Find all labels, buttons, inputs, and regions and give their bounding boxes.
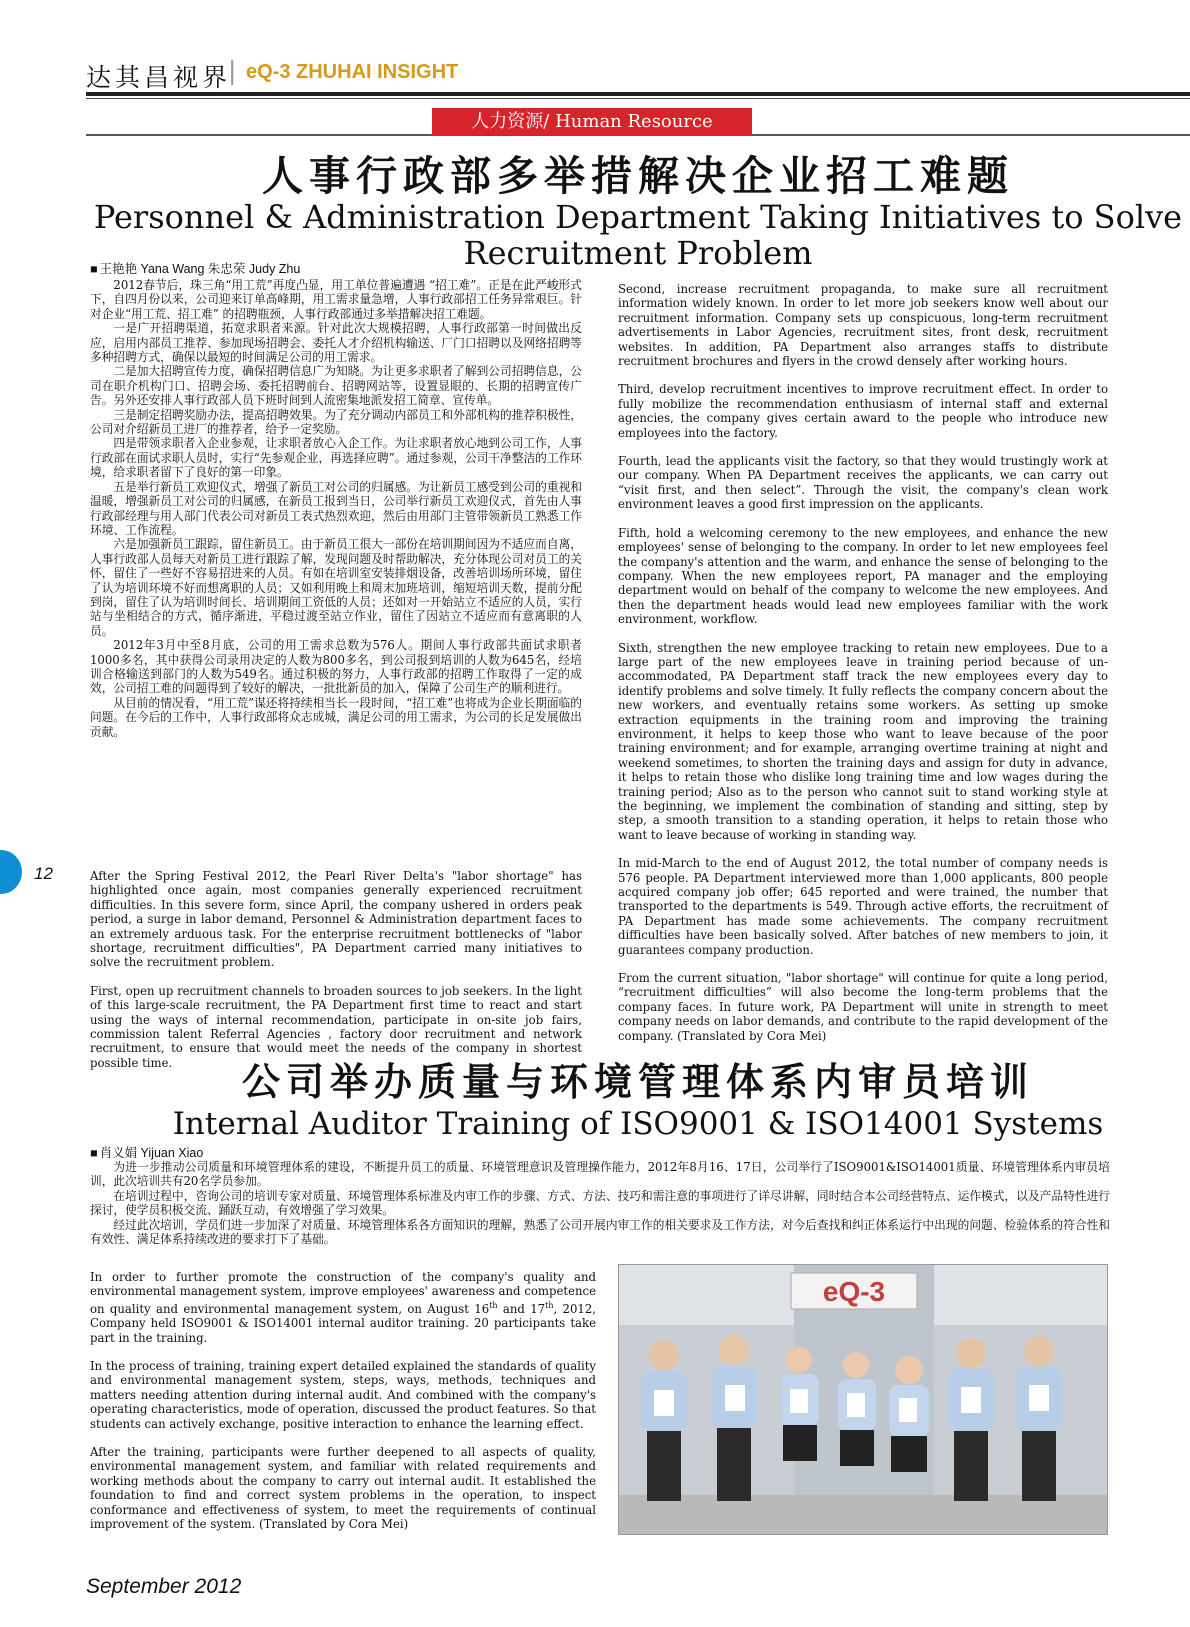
en-paragraph: Third, develop recruitment incentives to improve recruitment effect. In order to fully mobilize the recommendation enthusiasm of internal staff and external agencies, the company gives certain award to the people who introduce new employees into the factory. <box>618 382 1108 440</box>
en-paragraph: From the current situation, "labor shortage" will continue for quite a long period, “recruitment difficulties” will also become the long-term problems that the company faces. In future work, PA Department will unite in strength to meet company needs on labor demands, and contribute to the rapid development of the company. (Translated by Cora Mei) <box>618 971 1108 1043</box>
section-tab: 人力资源/ Human Resource <box>432 108 752 135</box>
article1-title-cn: 人事行政部多举措解决企业招工难题 <box>262 152 1014 200</box>
photo-logo: eQ-3 <box>822 1276 886 1307</box>
top-rule <box>86 92 1190 96</box>
cn-paragraph: 从目前的情况看，“用工荒”谋还将持续相当长一段时间，“招工难”也将成为企业长期面临的问题。在今后的工作中，人事行政部将众志成城，满足公司的用工需求，为公司的长足发展做出贡献。 <box>90 695 582 739</box>
page-number-dot <box>0 850 22 894</box>
cn-paragraph: 五是举行新员工欢迎仪式，增强了新员工对公司的归属感。为让新员工感受到公司的重视和温暖，增强新员工对公司的归属感，在新员工报到当日，公司举行新员工欢迎仪式，首先由人事行政部经理与用人部门代表公司对新员工表式热烈欢迎，然后由用部门主管带领新员工熟悉工作环境、工作流程。 <box>90 479 582 537</box>
article2-title-cn: 公司举办质量与环境管理体系内审员培训 <box>241 1059 1034 1104</box>
cn-paragraph: 三是制定招聘奖励办法，提高招聘效果。为了充分调动内部员工和外部机构的推荐积极性，公司对介绍新员工进厂的推荐者，给予一定奖励。 <box>90 407 582 437</box>
masthead-en: eQ-3 ZHUHAI INSIGHT <box>246 61 459 83</box>
en-paragraph: First, open up recruitment channels to broaden sources to job seekers. In the light of this large-scale recruitment, the PA Department first time to react and start using the ways of internal recommendation, participate in on-site job fairs, commission talent Referral Agencies , factory door recruitment and network recruitment, to ensure that would meet the needs of the company in shortest possible time. <box>90 983 582 1070</box>
cn-paragraph: 在培训过程中，咨询公司的培训专家对质量、环境管理体系标准及内审工作的步骤、方式、方法、技巧和需注意的事项进行了详尽讲解，同时结合本公司经营特点、运作模式，以及产品特性进行探讨，使学员积极交流、踊跃互动，有效增强了学习效果。 <box>90 1188 1110 1218</box>
footer-date: September 2012 <box>86 1575 242 1598</box>
article1-en-left-column <box>90 869 582 1084</box>
cn-paragraph: 六是加强新员工跟踪，留住新员工。由于新员工很大一部份在培训期间因为不适应而自离，人事行政部人员每天对新员工进行跟踪了解，发现问题及时帮助解决，充分体现公司对员工的关怀，留住了一些好不容易招进来的人员。有如在培训室安装排烟设备，改善培训场所环境，留住了认为培训环境不好而想离职的人员；又如利用晚上和周末加班培训，缩短培训天数，提前分配到岗，留住了认为培训时间长、培训期间工资低的人员；还如对一开始站立不适应的人员，实行站与坐相结合的方式，循序渐进，平稳过渡至站立作业，留住了因站立不适应而有意离职的人员。 <box>90 537 582 638</box>
cn-paragraph: 四是带领求职者入企业参观，让求职者放心入企工作。为让求职者放心地到公司工作，人事行政部在面试求职人员时，实行“先参观企业，再选择应聘”。通过参观，公司干净整洁的工作环境，给求职者留下了良好的第一印象。 <box>90 436 582 480</box>
en-paragraph: In order to further promote the construction of the company's quality and environmental management system, improve employees' awareness and competence on quality and environmental management system, on August 16th and 17th, 2012, Company held ISO9001 & ISO14001 internal auditor training. 20 participants take part in the training. <box>90 1270 597 1345</box>
article2-en-column <box>90 1270 596 1545</box>
en-paragraph: In mid-March to the end of August 2012, the total number of company needs is 576 people. PA Department interviewed more than 1,000 applicants, 800 people acquired company job offer; 645 reported and were trained, the number that transported to the departments is 549. Through active efforts, the recruitment of PA Department has made some achievements. The company recruitment difficulties have been basically solved. After batches of new members to join, it guarantees company production. <box>618 856 1108 957</box>
cn-paragraph: 经过此次培训，学员们进一步加深了对质量、环境管理体系各方面知识的理解，熟悉了公司开展内审工作的相关要求及工作方法，对今后查找和纠正体系运行中出现的问题、检验体系的符合性和有效性、满足体系持续改进的要求打下了基础。 <box>90 1217 1110 1247</box>
en-paragraph: Sixth, strengthen the new employee tracking to retain new employees. Due to a large part of the new employees leave in training period because of un-accommodated, PA Department staff track the new employees every day to identify problems and solve timely. It fully reflects the company concern about the new workers, and eventually retains some workers. As setting up smoke extraction equipments in the training room and improving the training environment, it helps to keep those who want to leave because of the poor training environment; and for example, arranging overtime training at night and weekend sometimes, to shorten the training days and assign for duty in advance, it helps to retain those who dislike long training time and low wages during the training period; Also as to the person who cannot suit to stand working style at the beginning, we implement the combination of standing and sitting, step by step, a smooth transition to a standing operation, it helps to retain those who want to leave because of working in standing way. <box>618 640 1108 842</box>
en-paragraph: After the Spring Festival 2012, the Pearl River Delta's "labor shortage" has highlighted once again, most companies generally experienced recruitment difficulties. In this severe form, since April, the company ushered in orders peak period, a surge in labor demand, Personnel & Administration department faces to an extremely arduous task. For the enterprise recruitment bottlenecks of "labor shortage, recruitment difficulties", PA Department carried many initiatives to solve the recruitment problem. <box>90 869 582 970</box>
group-photo-illustration <box>619 1265 1107 1534</box>
cn-paragraph: 为进一步推动公司质量和环境管理体系的建设，不断提升员工的质量、环境管理意识及管理操作能力，2012年8月16、17日，公司举行了ISO9001&ISO14001质量、环境管理体系内审员培训，此次培训共有20名学员参加。 <box>90 1160 1110 1189</box>
en-paragraph: In the process of training, training expert detailed explained the standards of quality and environmental management system, steps, ways, methods, techniques and matters needing attention during internal audit. And combined with the company's operating characteristics, mode of operation, discussed the product features. So that students can actively exchange, positive interaction to enhance the learning effect. <box>90 1358 596 1431</box>
article2-byline: ■ 肖义娟 Yijuan Xiao <box>90 1143 203 1161</box>
cn-paragraph: 二是加大招聘宣传力度，确保招聘信息广为知晓。为让更多求职者了解到公司招聘信息，公司在职介机构门口、招聘会场、委托招聘前台、招聘网站等，设置显眼的、长期的招聘宣传广告。另外还安排人事行政部人员下班时间到人流密集地派发招工简章、宣传单。 <box>90 364 582 408</box>
cn-paragraph: 2012年3月中至8月底，公司的用工需求总数为576人。期间人事行政部共面试求职者1000多名，其中获得公司录用决定的人数为800多名，到公司报到培训的人数为645名，经培训合格输送到部门的人数为549名。通过积极的努力，人事行政部的招聘工作取得了一定的成效，公司招工难的问题得到了较好的解决，一批批新员的加入，保障了公司生产的顺利进行。 <box>90 638 582 696</box>
page-number: 12 <box>34 864 53 883</box>
en-paragraph: After the training, participants were further deepened to all aspects of quality, environmental management system, and familiar with related requirements and working methods about the company to carry out internal audit. It established the foundation to find and correct system problems in the operation, to inspect conformance and effectiveness of system, to meet the requirements of continual improvement of the system. (Translated by Cora Mei) <box>90 1444 596 1531</box>
en-paragraph: Second, increase recruitment propaganda, to make sure all recruitment information widely known. In order to let more job seekers know well about our recruitment information. Company sets up conspicuous, long-term recruitment advertisements in Labor Agencies, recruitment sites, front desk, recruitment websites. In addition, PA Department also arranges staffs to distribute recruitment brochures and flyers in the crowd densely after working hours. <box>618 282 1108 369</box>
article1-cn-column <box>90 278 582 739</box>
article1-title-en: Personnel & Administration Department Taking Initiatives to Solve Recruitment Problem <box>93 198 1183 272</box>
cn-paragraph: 2012春节后，珠三角“用工荒”再度凸显，用工单位普遍遭遇 “招工难”。正是在此严峻形式下，自四月份以来，公司迎来订单高峰期，用工需求量急增，人事行政部招工任务异常艰巨。针对企业“用工荒、招工难” 的招聘瓶颈，人事行政部通过多举措解决招工难题。 <box>90 278 582 321</box>
article2-title-en: Internal Auditor Training of ISO9001 & ISO14001 Systems <box>172 1106 1104 1142</box>
article1-byline: ■ 王艳艳 Yana Wang 朱忠荣 Judy Zhu <box>90 259 300 277</box>
article2-cn-block <box>90 1160 1110 1246</box>
en-paragraph: Fifth, hold a welcoming ceremony to the new employees, and enhance the new employees' sense of belonging to the company. In order to let new employees feel the company's attention and the warm, and enhance the sense of belonging to the company. When the new employees report, PA manager and the employing department would on behalf of the company to welcome the new employees. And then the department heads would lead new employees familiar with the work environment, workflow. <box>618 525 1108 627</box>
article1-en-right-column <box>618 282 1108 1057</box>
en-paragraph: Fourth, lead the applicants visit the factory, so that they would trustingly work at our company. When PA Department receives the applicants, we can carry out “visit first, and then select”. Through the visit, the company's clean work environment leaves a good first impression on the applicants. <box>618 454 1108 512</box>
masthead-cn: 达其昌视界 <box>86 63 232 92</box>
cn-paragraph: 一是广开招聘渠道，拓宽求职者来源。针对此次大规模招聘，人事行政部第一时间做出反应，启用内部员工推荐、参加现场招聘会、委托人才介绍机构输送、厂门口招聘以及网络招聘等多种招聘方式，确保以最短的时间满足公司的用工需求。 <box>90 321 582 365</box>
top-rule-thin <box>86 98 1190 99</box>
group-photo <box>618 1264 1108 1535</box>
masthead-separator: | <box>228 56 237 85</box>
